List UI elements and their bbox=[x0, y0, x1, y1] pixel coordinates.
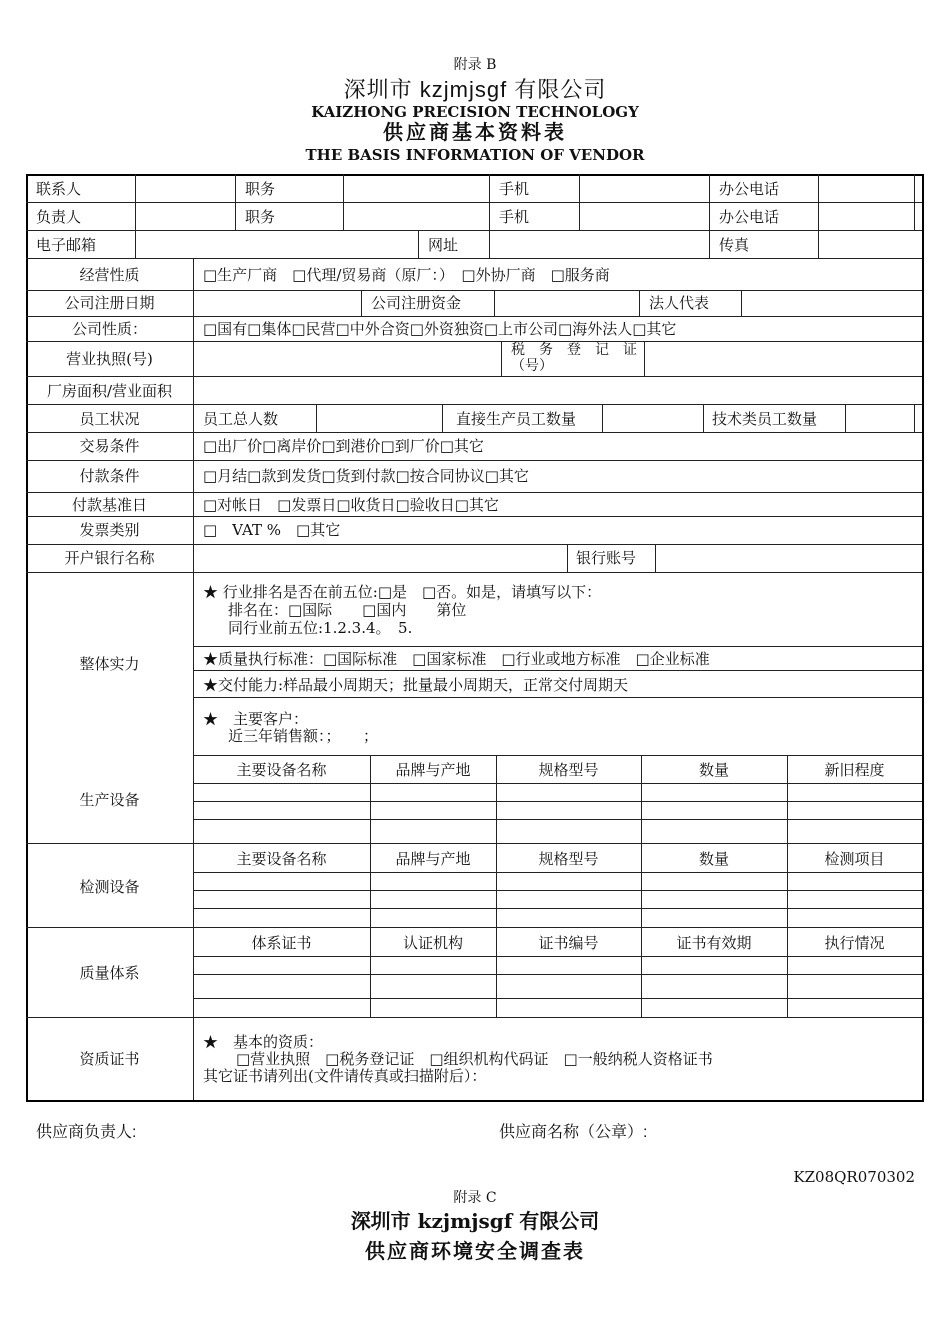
company-name-cn: 深圳市 kzjmjsgf 有限公司 bbox=[343, 77, 607, 102]
quality-system-label: 质量体系 bbox=[79, 964, 140, 982]
contact-mobile-label: 手机 bbox=[499, 180, 530, 198]
email-label: 电子邮箱 bbox=[36, 236, 97, 254]
bank-name-label: 开户银行名称 bbox=[64, 549, 155, 567]
testing-col-name: 主要设备名称 bbox=[236, 850, 327, 868]
tax-registration-sublabel: （号） bbox=[511, 358, 553, 374]
website-label: 网址 bbox=[428, 236, 459, 254]
company-type-options: □国有□集体□民营□中外合资□外资独资□上市公司□海外法人□其它 bbox=[203, 320, 677, 338]
industry-top-five: 同行业前五位:1.2.3.4。 5. bbox=[228, 619, 413, 637]
contact-office-phone-label: 办公电话 bbox=[719, 180, 780, 198]
quality-col-agency: 认证机构 bbox=[402, 934, 463, 952]
form-title-cn: 供应商基本资料表 bbox=[383, 120, 567, 144]
business-license-label: 营业执照(号) bbox=[66, 350, 153, 368]
trade-terms-options: □出厂价□离岸价□到港价□到厂价□其它 bbox=[203, 437, 484, 455]
production-col-quantity: 数量 bbox=[698, 761, 729, 779]
document-code: KZ08QR070302 bbox=[793, 1168, 915, 1186]
form-title-en: THE BASIS INFORMATION OF VENDOR bbox=[305, 146, 645, 164]
legal-rep-label: 法人代表 bbox=[649, 294, 710, 312]
appendix-c-label: 附录 C bbox=[453, 1190, 497, 1206]
overall-strength-label: 整体实力 bbox=[79, 655, 140, 673]
payment-terms-label: 付款条件 bbox=[79, 467, 140, 485]
contact-person-label: 联系人 bbox=[36, 180, 82, 198]
testing-col-model: 规格型号 bbox=[538, 850, 599, 868]
production-equipment-label: 生产设备 bbox=[79, 791, 140, 809]
sales-last-three-years: 近三年销售额：； ； bbox=[228, 727, 379, 745]
fax-label: 传真 bbox=[719, 236, 750, 254]
qualification-cert-label: 资质证书 bbox=[79, 1050, 140, 1068]
manager-label: 负责人 bbox=[36, 208, 82, 226]
basic-qualification-label: ★ 基本的资质： bbox=[203, 1033, 324, 1051]
bank-account-label: 银行账号 bbox=[576, 549, 637, 567]
tax-registration-label: 税 务 登 记 证 bbox=[511, 342, 637, 358]
delivery-capability: ★交付能力:样品最小周期天；批量最小周期天，正常交付周期天 bbox=[203, 676, 629, 694]
supplier-head-signature: 供应商负责人: bbox=[36, 1124, 137, 1141]
quality-col-status: 执行情况 bbox=[824, 934, 885, 952]
company-name-en: KAIZHONG PRECISION TECHNOLOGY bbox=[311, 103, 639, 121]
company-name-cn-2: 深圳市 kzjmjsgf 有限公司 bbox=[350, 1209, 600, 1233]
manager-mobile-label: 手机 bbox=[499, 208, 530, 226]
payment-terms-options: □月结□款到发货□货到付款□按合同协议□其它 bbox=[203, 467, 529, 485]
staff-total-label: 员工总人数 bbox=[203, 410, 279, 428]
industry-rank-question: ★ 行业排名是否在前五位:□是 □否。如是，请填写以下： bbox=[203, 583, 602, 601]
supplier-name-seal: 供应商名称（公章）: bbox=[499, 1124, 648, 1141]
floor-area-label: 厂房面积/营业面积 bbox=[46, 382, 173, 400]
production-col-name: 主要设备名称 bbox=[236, 761, 327, 779]
manager-title-label: 职务 bbox=[245, 208, 276, 226]
company-type-label: 公司性质： bbox=[71, 320, 147, 338]
business-nature-label: 经营性质 bbox=[79, 266, 140, 284]
payment-base-date-options: □对帐日 □发票日□收货日□验收日□其它 bbox=[203, 496, 499, 514]
environment-safety-form-title: 供应商环境安全调查表 bbox=[365, 1239, 585, 1263]
trade-terms-label: 交易条件 bbox=[79, 437, 140, 455]
direct-staff-label: 直接生产员工数量 bbox=[456, 410, 577, 428]
production-col-condition: 新旧程度 bbox=[824, 761, 885, 779]
basic-qualification-options: □营业执照 □税务登记证 □组织机构代码证 □一般纳税人资格证书 bbox=[236, 1050, 713, 1068]
quality-col-certificate: 体系证书 bbox=[251, 934, 312, 952]
invoice-type-label: 发票类别 bbox=[79, 521, 140, 539]
main-customers-label: ★ 主要客户： bbox=[203, 710, 309, 728]
testing-col-items: 检测项目 bbox=[824, 850, 885, 868]
other-certificates-note: 其它证书请列出(文件请传真或扫描附后）： bbox=[203, 1067, 487, 1085]
testing-equipment-label: 检测设备 bbox=[79, 878, 140, 896]
manager-office-phone-label: 办公电话 bbox=[719, 208, 780, 226]
production-col-model: 规格型号 bbox=[538, 761, 599, 779]
quality-standard-options: ★质量执行标准：□国际标准 □国家标准 □行业或地方标准 □企业标准 bbox=[203, 650, 710, 668]
reg-capital-label: 公司注册资金 bbox=[371, 294, 462, 312]
production-col-brand: 品牌与产地 bbox=[395, 761, 471, 779]
tech-staff-label: 技术类员工数量 bbox=[712, 410, 818, 428]
industry-rank-position: 排名在：□国际 □国内 第位 bbox=[228, 601, 467, 619]
appendix-label: 附录 B bbox=[453, 57, 497, 73]
payment-base-date-label: 付款基准日 bbox=[71, 496, 147, 514]
business-nature-options: □生产厂商 □代理/贸易商（原厂：） □外协厂商 □服务商 bbox=[203, 266, 610, 284]
contact-title-label: 职务 bbox=[245, 180, 276, 198]
invoice-type-options: □ VAT % □其它 bbox=[203, 521, 341, 539]
reg-date-label: 公司注册日期 bbox=[64, 294, 155, 312]
quality-col-number: 证书编号 bbox=[538, 934, 599, 952]
testing-col-quantity: 数量 bbox=[698, 850, 729, 868]
quality-col-validity: 证书有效期 bbox=[676, 934, 752, 952]
staff-status-label: 员工状况 bbox=[79, 410, 140, 428]
testing-col-brand: 品牌与产地 bbox=[395, 850, 471, 868]
